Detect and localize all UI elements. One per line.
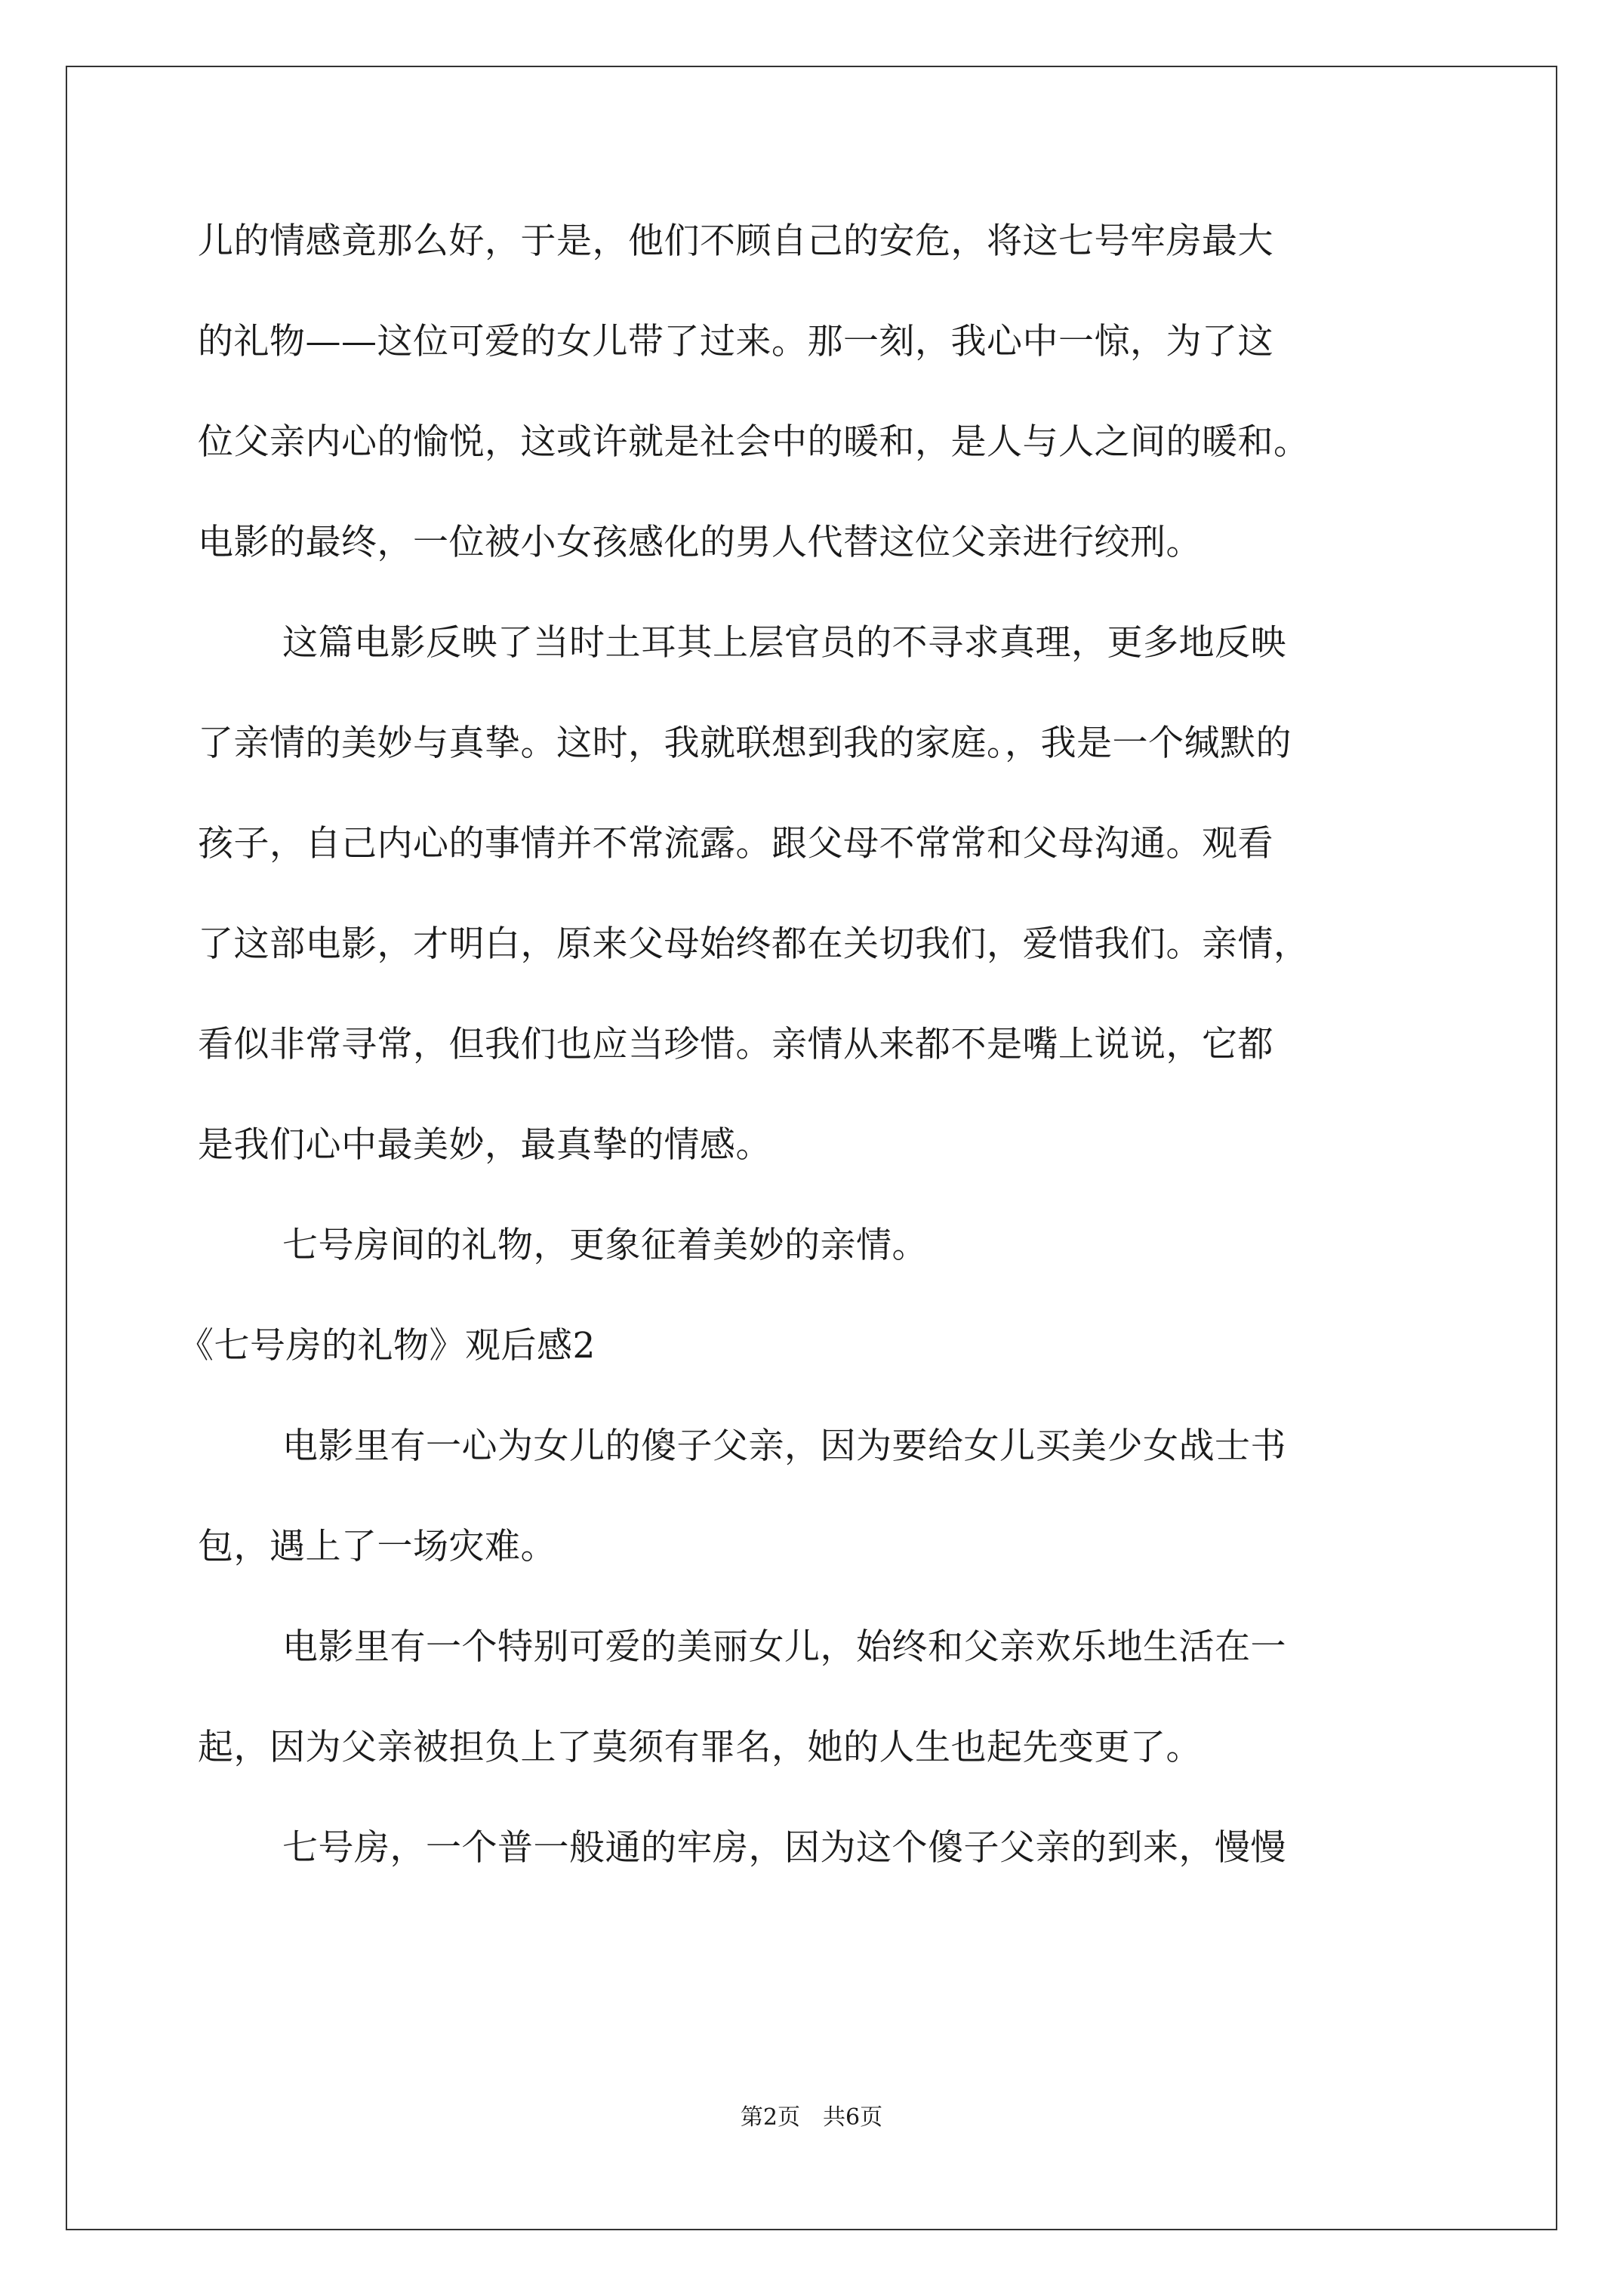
text-line: 起，因为父亲被担负上了莫须有罪名，她的人生也起先变更了。	[198, 1727, 1202, 1768]
text-line: 这篇电影反映了当时土耳其上层官员的不寻求真理，更多地反映	[282, 622, 1286, 664]
text-line: 看似非常寻常，但我们也应当珍惜。亲情从来都不是嘴上说说，它都	[198, 1024, 1273, 1065]
text-line: 包，遇上了一场灾难。	[198, 1526, 556, 1567]
page-number-footer: 第2页 共6页	[740, 2104, 883, 2131]
text-line: 了亲情的美妙与真挚。这时，我就联想到我的家庭。，我是一个缄默的	[198, 723, 1292, 764]
text-line: 电影的最终，一位被小女孩感化的男人代替这位父亲进行绞刑。	[198, 522, 1202, 563]
text-line: 位父亲内心的愉悦，这或许就是社会中的暖和，是人与人之间的暖和。	[198, 421, 1310, 463]
text-line: 的礼物——这位可爱的女儿带了过来。那一刻，我心中一惊，为了这	[198, 321, 1273, 362]
section-heading: 《七号房的礼物》观后感2	[178, 1325, 596, 1367]
text-line: 七号房间的礼物，更象征着美妙的亲情。	[282, 1225, 928, 1266]
text-line: 儿的情感竟那么好，于是，他们不顾自己的安危，将这七号牢房最大	[198, 220, 1273, 262]
text-line: 电影里有一心为女儿的傻子父亲，因为要给女儿买美少女战士书	[282, 1425, 1286, 1467]
text-line: 电影里有一个特别可爱的美丽女儿，始终和父亲欢乐地生活在一	[282, 1626, 1286, 1668]
text-line: 是我们心中最美妙，最真挚的情感。	[198, 1124, 771, 1166]
text-line: 七号房，一个普一般通的牢房，因为这个傻子父亲的到来，慢慢	[282, 1827, 1286, 1869]
text-line: 了这部电影，才明白，原来父母始终都在关切我们，爱惜我们。亲情，	[198, 923, 1310, 965]
text-line: 孩子，自己内心的事情并不常流露。跟父母不常常和父母沟通。观看	[198, 823, 1273, 864]
